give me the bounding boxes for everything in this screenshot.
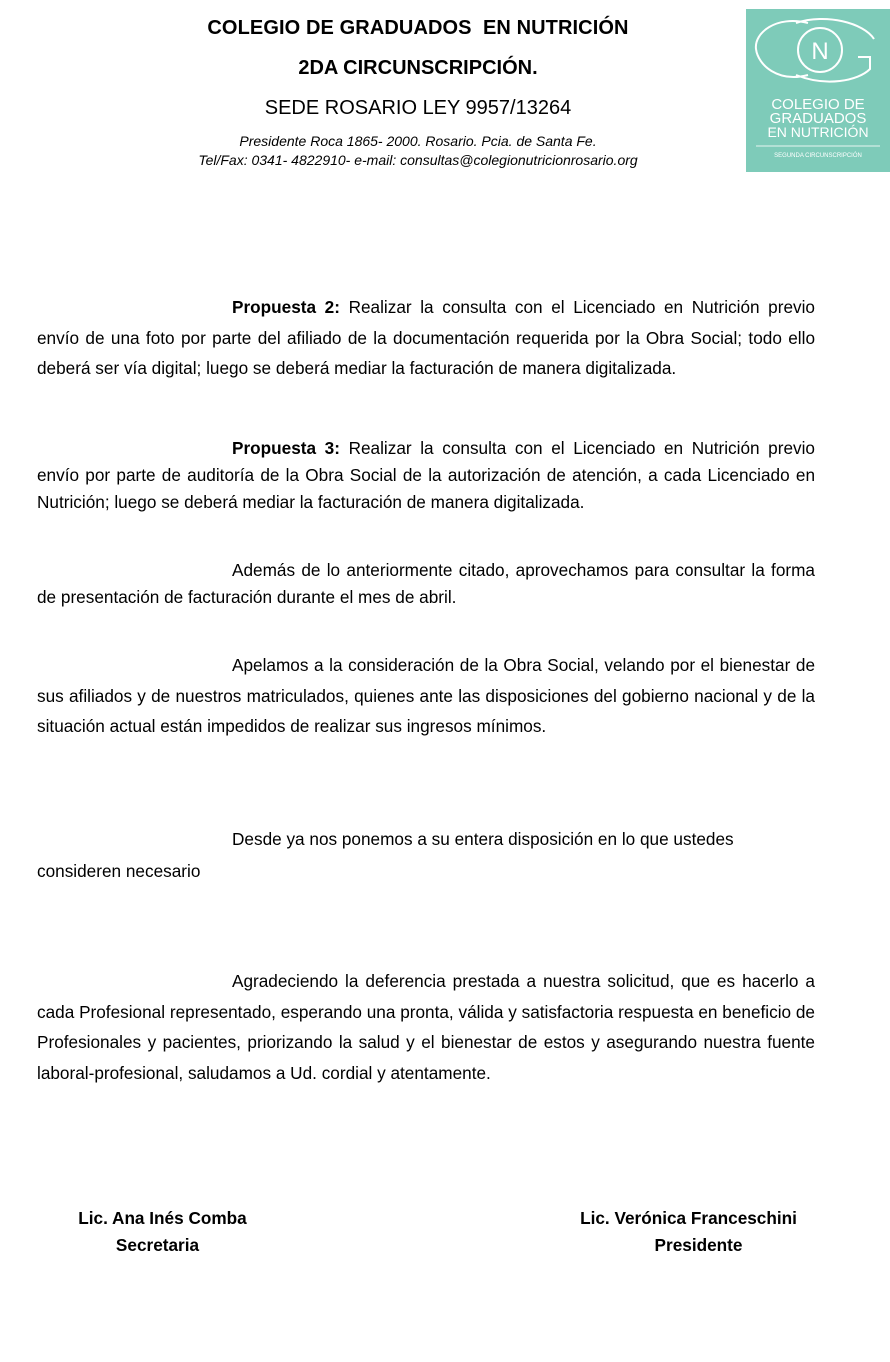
paragraph-ademas: [37, 557, 815, 611]
paragraph-apelamos: [37, 650, 815, 742]
colegio-logo: [746, 9, 890, 172]
letterhead: [180, 14, 656, 170]
signatory-role: Presidente: [654, 1235, 743, 1255]
signatory-role: Secretaria: [115, 1235, 200, 1255]
desde-text: Desde ya nos ponemos a su entera disposición en lo que ustedes consideren necesario: [37, 829, 734, 881]
logo-monogram: N: [811, 38, 829, 65]
logo-arc-left: [756, 21, 808, 77]
logo-subtitle: SEGUNDA CIRCUNSCRIPCIÓN: [774, 153, 862, 159]
signatory-name: Lic. Ana Inés Comba: [78, 1208, 247, 1228]
propuesta-3-text: Realizar la consulta con el Licenciado en Nutrición previo envío por parte de auditoría de la Obra Social de la autorización de atención, a cada Licenciado en Nutrición; luego se deberá mediar la facturación de manera digitalizada.: [37, 438, 815, 512]
ademas-text: Además de lo anteriormente citado, aprovechamos para consultar la forma de presentación de facturación durante el mes de abril.: [37, 560, 815, 607]
circumscription: 2DA CIRCUNSCRIPCIÓN.: [298, 57, 538, 79]
propuesta-2-label: Propuesta 2:: [232, 297, 340, 317]
colegio-logo-icon: [746, 9, 890, 172]
contact-info: Tel/Fax: 0341- 4822910- e-mail: consultas@colegionutricionrosario.org: [198, 152, 638, 168]
address: Presidente Roca 1865- 2000. Rosario. Pcia. de Santa Fe.: [239, 133, 597, 149]
propuesta-2-text: Realizar la consulta con el Licenciado en Nutrición previo envío de una foto por parte del afiliado de la documentación requerida por la Obra Social; todo ello deberá ser vía digital; luego se deberá mediar la facturación de manera digitalizada.: [37, 297, 815, 378]
apelamos-text: Apelamos a la consideración de la Obra Social, velando por el bienestar de sus afiliados y de nuestros matriculados, quienes ante las disposiciones del gobierno nacional y de la situación actual están impedidos de realizar sus ingresos mínimos.: [37, 655, 815, 736]
institution-name: COLEGIO DE GRADUADOS EN NUTRICIÓN: [207, 17, 629, 39]
propuesta-3-label: Propuesta 3:: [232, 438, 340, 458]
logo-line1: COLEGIO DE: [771, 96, 865, 113]
signature-secretaria: [60, 1205, 265, 1259]
sede-ley: SEDE ROSARIO LEY 9957/13264: [264, 97, 572, 119]
logo-arc-right-bottom: [796, 57, 870, 82]
paragraph-agradeciendo: [37, 966, 815, 1088]
paragraph-desde: [37, 823, 815, 887]
agradeciendo-text: Agradeciendo la deferencia prestada a nuestra solicitud, que es hacerlo a cada Profesional representado, esperando una pronta, válida y satisfactoria respuesta en beneficio de Profesionales y pacientes, priorizando la salud y el bienestar de estos y asegurando nuestra fuente laboral-profesional, saludamos a Ud. cordial y atentamente.: [37, 971, 815, 1083]
signatory-name: Lic. Verónica Franceschini: [580, 1208, 797, 1228]
logo-line3: EN NUTRICIÓN: [767, 124, 869, 140]
signature-presidente: [566, 1205, 811, 1259]
logo-line2: GRADUADOS: [769, 110, 867, 127]
paragraph-propuesta-2: [37, 292, 815, 384]
paragraph-propuesta-3: [37, 435, 815, 516]
